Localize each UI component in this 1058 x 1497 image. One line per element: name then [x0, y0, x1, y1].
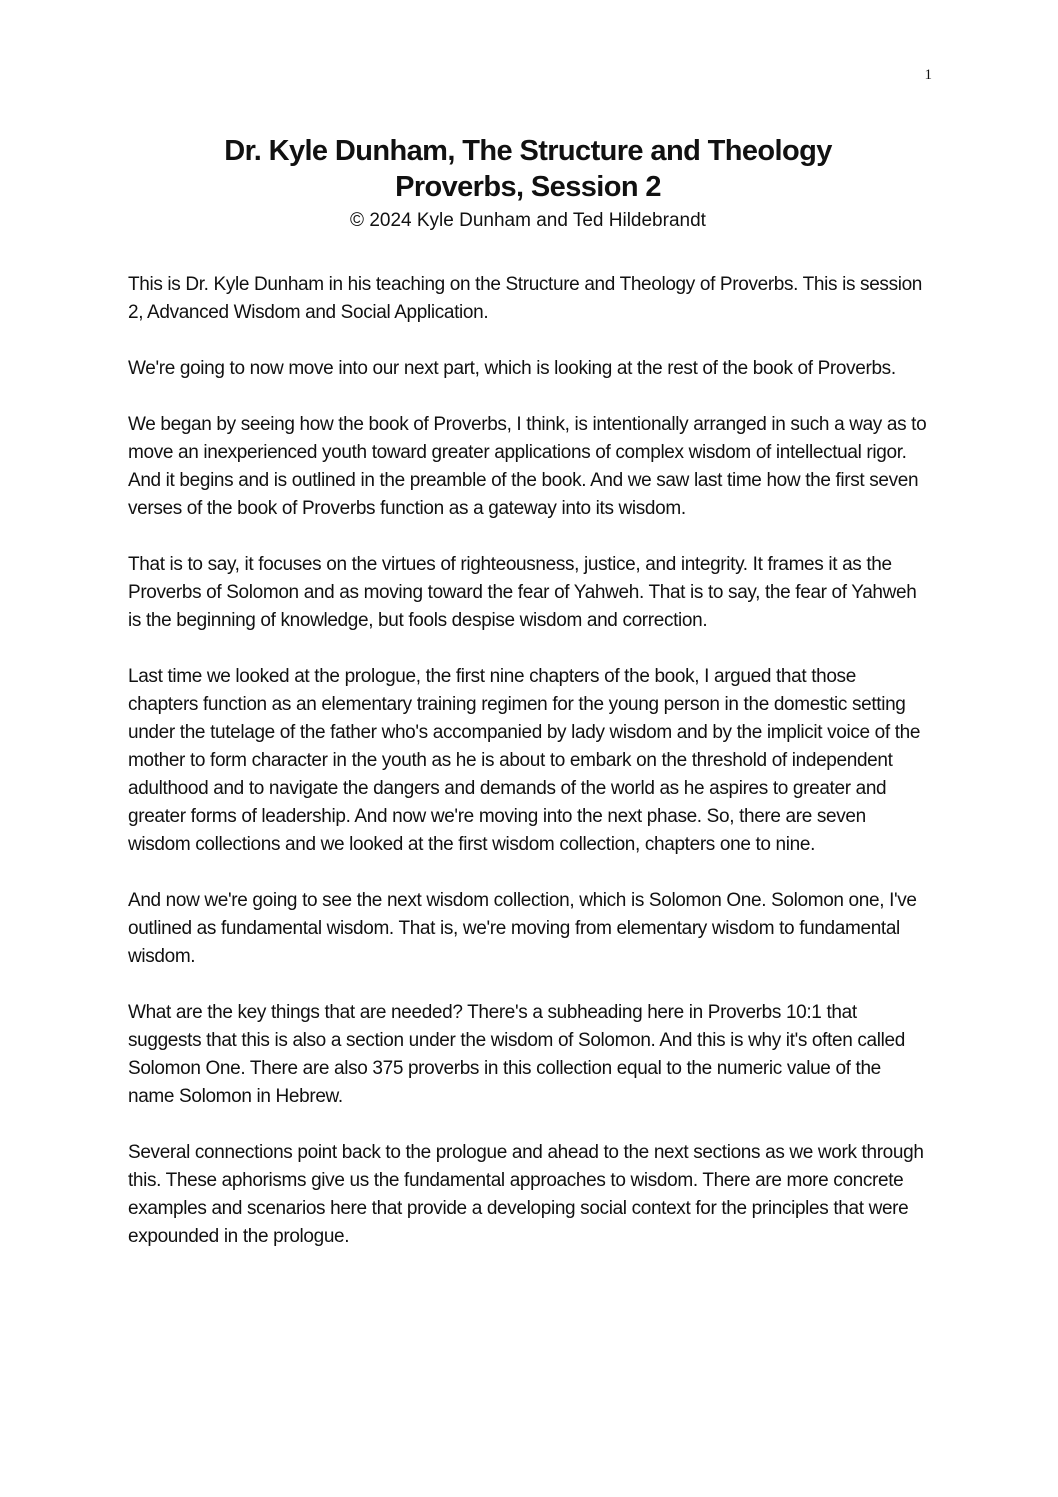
paragraph: That is to say, it focuses on the virtues of righteousness, justice, and integrity. It frames it as the Proverbs of Solomon and as moving toward the fear of Yahweh. That is to say, the fear of Yahweh is the beginning of knowledge, but fools despise wisdom and correction.	[128, 554, 917, 631]
paragraph: Several connections point back to the prologue and ahead to the next sections as we work through this. These aphorisms give us the fundamental approaches to wisdom. There are more concrete examples and scenarios here that provide a developing social context for the principles that were expounded in the prologue.	[128, 1142, 924, 1247]
paragraph: We're going to now move into our next part, which is looking at the rest of the book of Proverbs.	[128, 358, 896, 379]
document-header	[128, 133, 928, 234]
paragraph-intro: This is Dr. Kyle Dunham in his teaching on the Structure and Theology of Proverbs. This is session 2, Advanced Wisdom and Social Application.	[128, 274, 923, 323]
copyright-notice: © 2024 Kyle Dunham and Ted Hildebrandt	[350, 210, 706, 231]
paragraph: Last time we looked at the prologue, the first nine chapters of the book, I argued that those chapters function as an elementary training regimen for the young person in the domestic setting under the tutelage of the father who's accompanied by lady wisdom and by the implicit voice of the mother to form character in the youth as he is about to embark on the threshold of independent adulthood and to navigate the dangers and demands of the world as he aspires to greater and greater forms of leadership. And now we're moving into the next phase. So, there are seven wisdom collections and we looked at the first wisdom collection, chapters one to nine.	[128, 666, 921, 855]
paragraph: What are the key things that are needed? There's a subheading here in Proverbs 10:1 that suggests that this is also a section under the wisdom of Solomon. And this is why it's often called Solomon One. There are also 375 proverbs in this collection equal to the numeric value of the name Solomon in Hebrew.	[128, 1002, 905, 1107]
title-line-2: Proverbs, Session 2	[395, 171, 661, 203]
document-body	[128, 271, 930, 1279]
paragraph: And now we're going to see the next wisdom collection, which is Solomon One. Solomon one, I've outlined as fundamental wisdom. That is, we're moving from elementary wisdom to fundamental wisdom.	[128, 890, 917, 967]
page-number: 1	[924, 67, 932, 83]
title-line-1: Dr. Kyle Dunham, The Structure and Theology	[224, 135, 832, 167]
document-title	[128, 133, 928, 205]
paragraph: We began by seeing how the book of Proverbs, I think, is intentionally arranged in such a way as to move an inexperienced youth toward greater applications of complex wisdom of intellectual rigor. And it begins and is outlined in the preamble of the book. And we saw last time how the first seven verses of the book of Proverbs function as a gateway into its wisdom.	[128, 414, 927, 519]
